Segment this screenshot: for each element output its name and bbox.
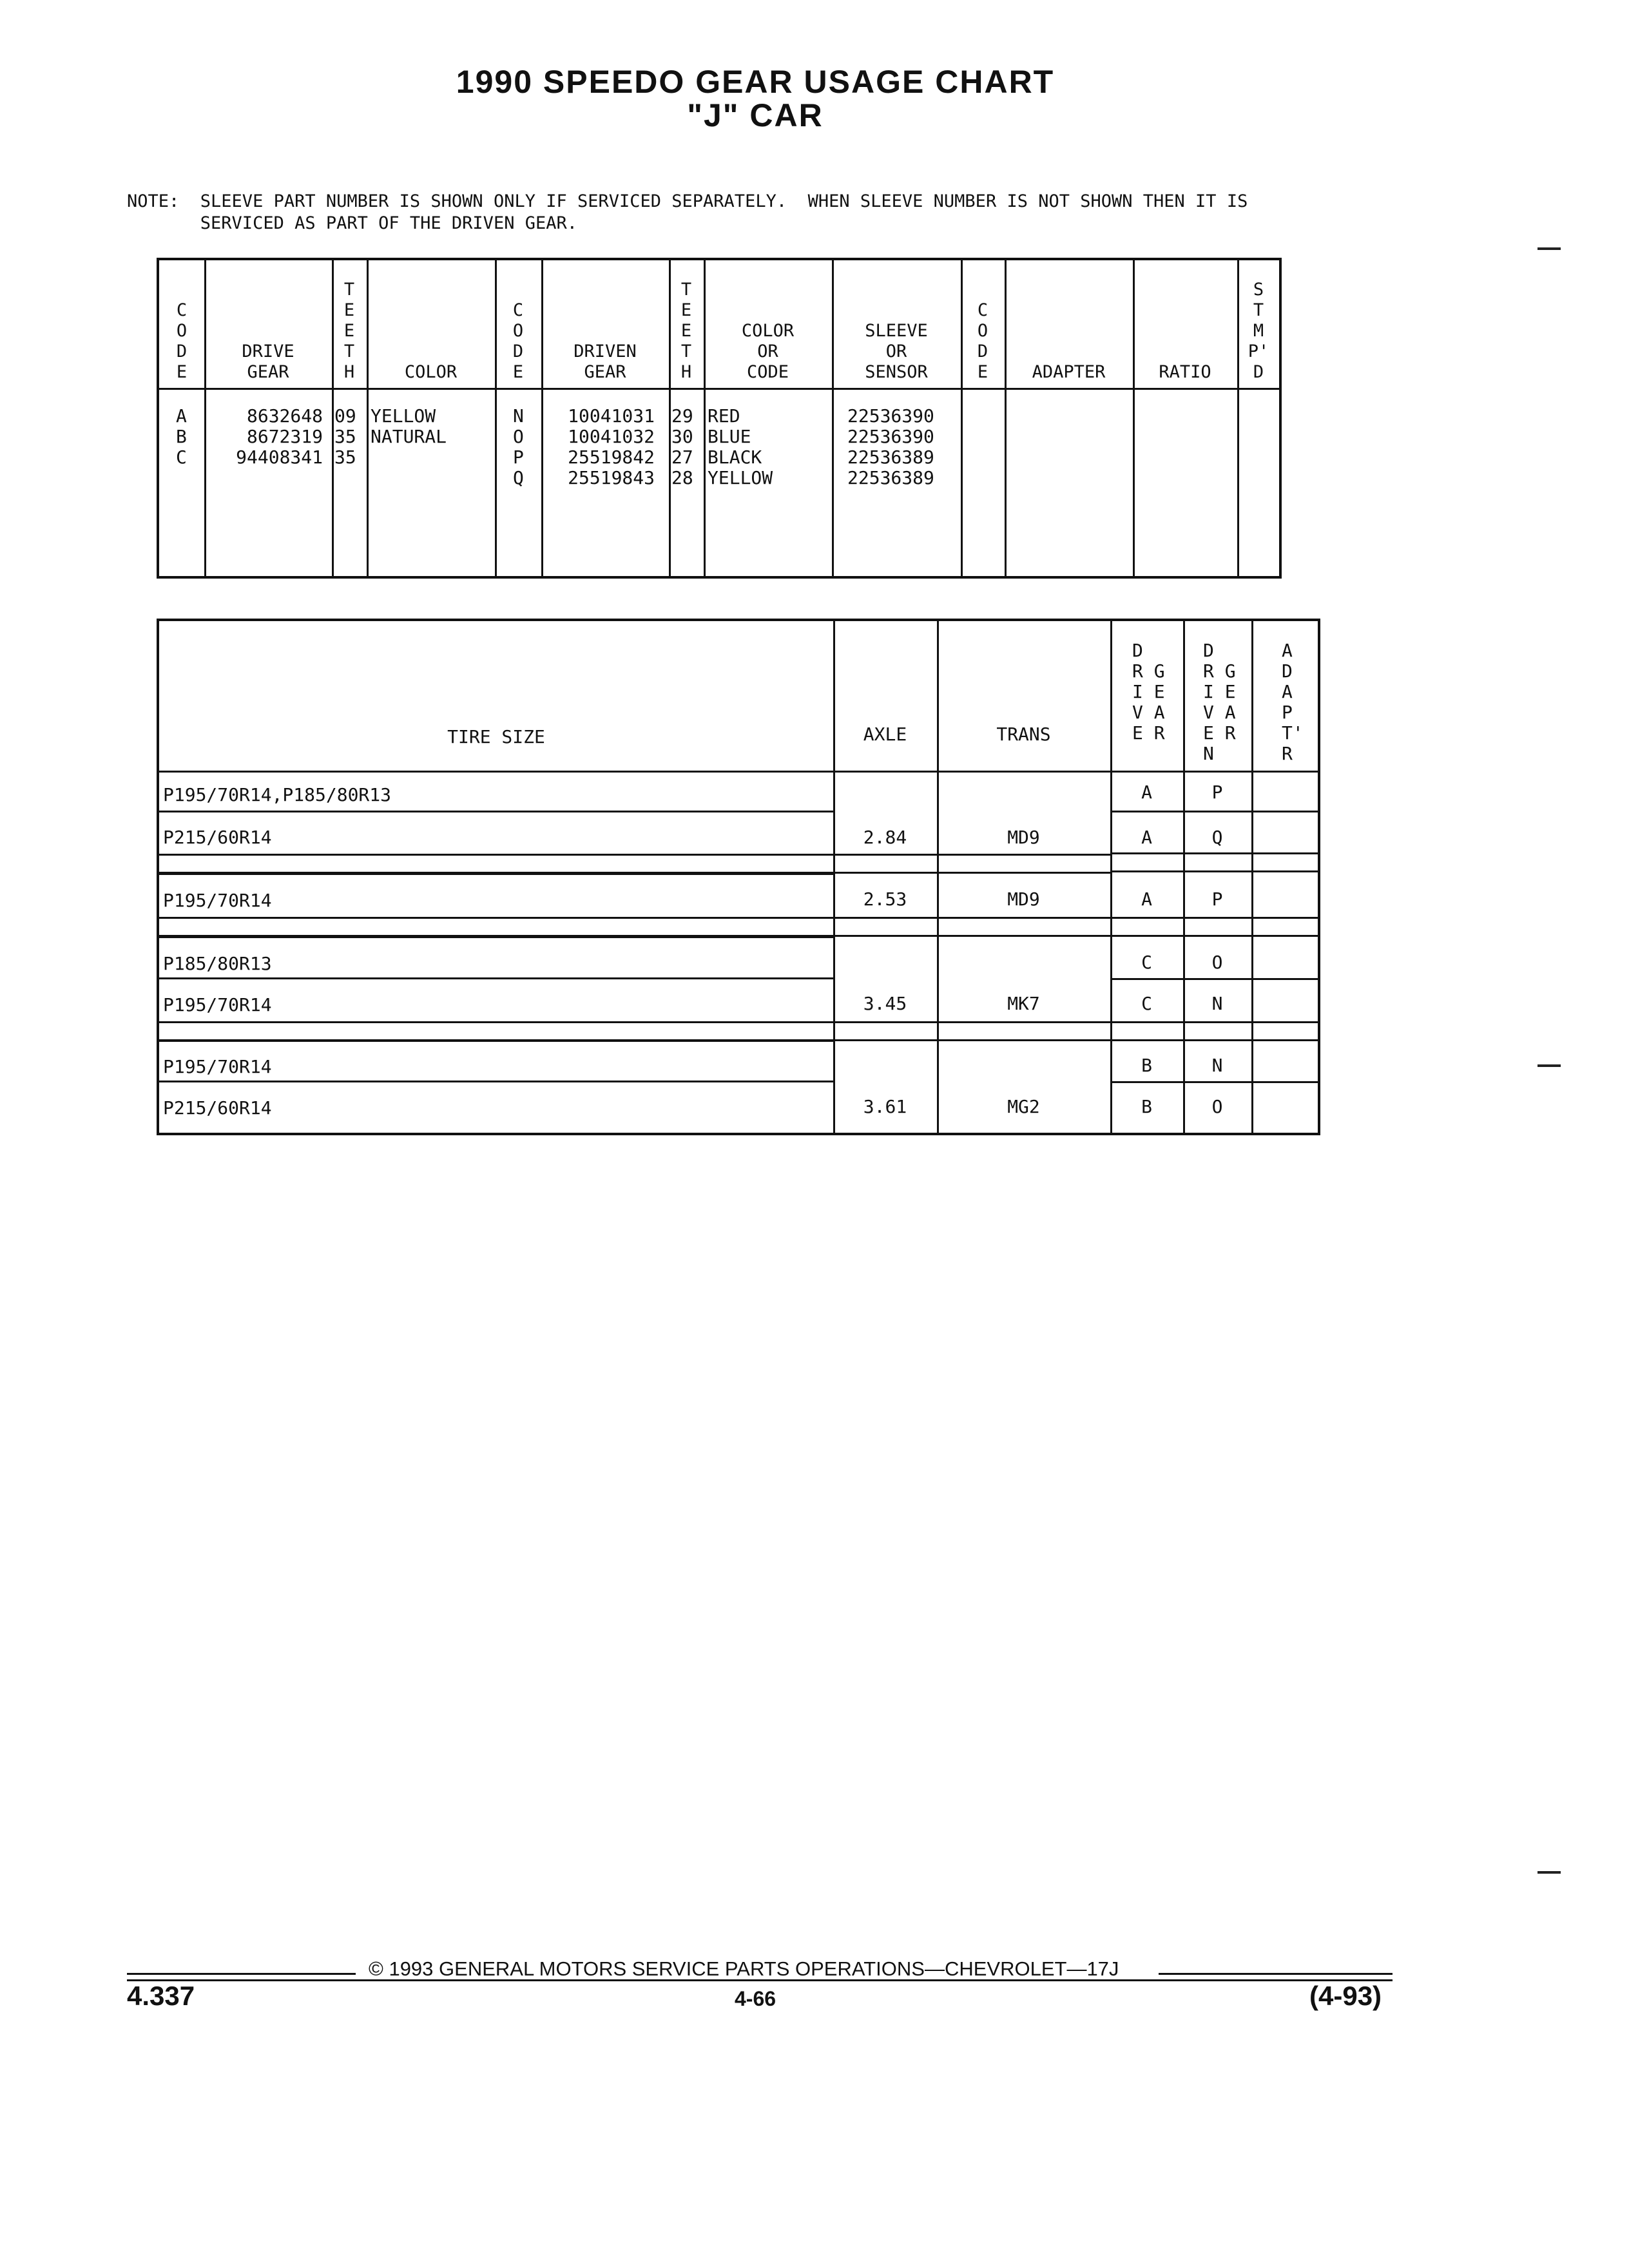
header-axle: AXLE: [863, 724, 907, 745]
header-adapter: ADAPTER: [1032, 362, 1106, 382]
tire-size-cell: P215/60R14: [163, 1097, 272, 1119]
header-stamped: S T M P' D: [1248, 280, 1269, 382]
header-teeth: T E E T H: [680, 280, 692, 382]
axle-cell: 2.53: [863, 889, 907, 910]
axle-cell: 2.84: [863, 827, 907, 848]
driven-teeth-column: 29 30 27 28: [671, 405, 693, 488]
note-line-1: NOTE: SLEEVE PART NUMBER IS SHOWN ONLY IF SERVICED SEPARATELY. WHEN SLEEVE NUMBER IS NOT SHOWN THEN IT IS: [127, 191, 1248, 211]
page-subtitle: "J" CAR: [687, 97, 824, 133]
driven-gear-cell: P: [1211, 889, 1223, 910]
driven-gear-cell: P: [1211, 782, 1223, 803]
drive-gear-cell: A: [1141, 827, 1152, 848]
drive-teeth-column: 09 35 35: [334, 405, 356, 468]
page-date-right: (4-93): [1309, 1981, 1382, 2011]
header-ratio: RATIO: [1159, 362, 1211, 382]
drive-gear-cell: C: [1141, 993, 1152, 1014]
header-code: C O D E: [176, 300, 188, 382]
tire-size-cell: P195/70R14,P185/80R13: [163, 784, 392, 805]
axle-cell: 3.45: [863, 993, 907, 1014]
driven-gear-cell: N: [1211, 1055, 1223, 1076]
header-driven-gear: D R G I E V A E R N: [1203, 640, 1236, 764]
footer-rule-full: [127, 1979, 1393, 1981]
drive-gear-cell: B: [1141, 1055, 1152, 1076]
header-driven-gear: DRIVEN GEAR: [574, 341, 637, 382]
copyright-notice: © 1993 GENERAL MOTORS SERVICE PARTS OPERATIONS—CHEVROLET—17J: [369, 1957, 1119, 1980]
header-sleeve-or-sensor: SLEEVE OR SENSOR: [865, 321, 928, 382]
driven-color-column: RED BLUE BLACK YELLOW: [708, 405, 773, 488]
header-code: C O D E: [977, 300, 988, 382]
header-color: COLOR: [404, 362, 458, 382]
margin-mark: [1537, 247, 1561, 250]
margin-mark: [1537, 1871, 1561, 1874]
sleeve-column: 22536390 22536390 22536389 22536389: [847, 405, 934, 488]
header-tire-size: TIRE SIZE: [447, 726, 545, 747]
trans-cell: MG2: [1007, 1096, 1040, 1117]
tire-size-cell: P185/80R13: [163, 953, 272, 974]
header-drive-gear: DRIVE GEAR: [242, 341, 294, 382]
driven-gear-cell: O: [1211, 952, 1223, 973]
drive-gear-cell: A: [1141, 889, 1152, 910]
tire-size-cell: P215/60R14: [163, 827, 272, 848]
page-title: 1990 SPEEDO GEAR USAGE CHART: [456, 64, 1055, 100]
page-number-left: 4.337: [127, 1981, 195, 2011]
tire-size-cell: P195/70R14: [163, 994, 272, 1015]
tire-size-cell: P195/70R14: [163, 890, 272, 911]
header-code: C O D E: [512, 300, 524, 382]
drive-gear-cell: A: [1141, 782, 1152, 803]
header-trans: TRANS: [996, 724, 1051, 745]
drive-color-column: YELLOW NATURAL: [371, 405, 447, 447]
trans-cell: MD9: [1007, 827, 1040, 848]
drive-gear-cell: C: [1141, 952, 1152, 973]
header-teeth: T E E T H: [343, 280, 355, 382]
drive-code-column: A B C: [176, 405, 187, 468]
footer-rule-left: [127, 1973, 356, 1975]
driven-gear-column: 10041031 10041032 25519842 25519843: [568, 405, 655, 488]
gear-parts-table: [157, 258, 1282, 579]
header-color-or-code: COLOR OR CODE: [741, 321, 795, 382]
driven-gear-cell: N: [1211, 993, 1223, 1014]
tire-size-cell: P195/70R14: [163, 1056, 272, 1077]
drive-gear-column: 8632648 8672319 94408341: [236, 405, 323, 468]
header-drive-gear: D R G I E V A E R: [1132, 640, 1165, 744]
drive-gear-cell: B: [1141, 1096, 1152, 1117]
footer-rule-right: [1159, 1973, 1393, 1975]
page-number-center: 4-66: [735, 1987, 776, 2010]
driven-code-column: N O P Q: [513, 405, 524, 488]
trans-cell: MD9: [1007, 889, 1040, 910]
margin-mark: [1537, 1064, 1561, 1067]
trans-cell: MK7: [1007, 993, 1040, 1014]
axle-cell: 3.61: [863, 1096, 907, 1117]
driven-gear-cell: Q: [1211, 827, 1223, 848]
usage-table: [157, 619, 1320, 1135]
header-adapter: A D A P T' R: [1282, 640, 1304, 764]
note-line-2: SERVICED AS PART OF THE DRIVEN GEAR.: [127, 213, 577, 233]
driven-gear-cell: O: [1211, 1096, 1223, 1117]
